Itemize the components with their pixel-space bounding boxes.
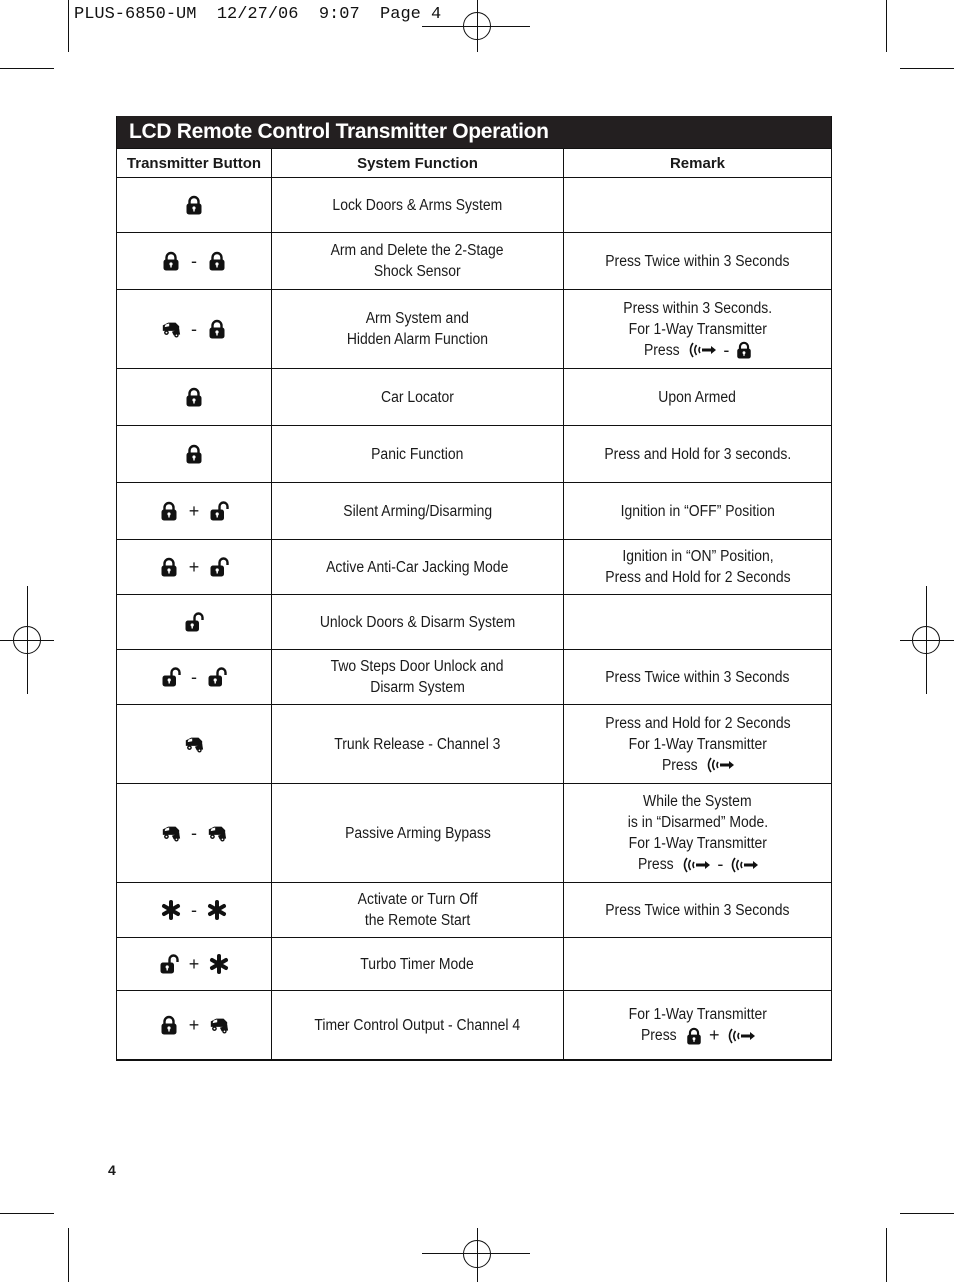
- signal-icon: [729, 856, 759, 874]
- remark-cell: [563, 991, 831, 1059]
- remark-text: Upon Armed: [658, 388, 737, 406]
- remark-text: Press Twice within 3 Seconds: [605, 668, 790, 686]
- crop-mark: [886, 1228, 887, 1282]
- transmitter-button-cell: [117, 426, 271, 482]
- dash-sign: -: [191, 318, 197, 339]
- system-function-cell: [271, 938, 563, 990]
- car-icon: [161, 319, 181, 339]
- registration-line: [27, 586, 28, 694]
- function-text: Trunk Release - Channel 3: [334, 735, 501, 753]
- transmitter-button-cell: [117, 178, 271, 232]
- transmitter-button-cell: [117, 650, 271, 704]
- header-system-function: System Function: [271, 149, 563, 177]
- remark-cell: [563, 233, 831, 289]
- function-text: Passive Arming Bypass: [344, 824, 491, 842]
- remark-cell: [563, 883, 831, 937]
- signal-icon: [681, 856, 711, 874]
- unlock-icon: [207, 667, 227, 687]
- print-slug: PLUS-6850-UM 12/27/06 9:07 Page 4: [74, 5, 442, 24]
- remark-cell: [563, 938, 831, 990]
- remark-text: Press and Hold for 2 Seconds: [604, 569, 791, 586]
- remark-text: For 1-Way Transmitter: [628, 1006, 767, 1023]
- function-text: Unlock Doors & Disarm System: [319, 613, 516, 631]
- remark-text: Press and Hold for 3 seconds.: [604, 445, 791, 463]
- press-label: Press: [661, 756, 698, 774]
- crop-mark: [900, 68, 954, 69]
- table-header: [117, 148, 831, 177]
- press-sequence: [660, 755, 736, 776]
- press-sequence: [639, 1025, 755, 1046]
- system-function-cell: [271, 650, 563, 704]
- table-body: [117, 177, 831, 1059]
- dash-sign: -: [191, 899, 197, 920]
- remark-text: Press Twice within 3 Seconds: [605, 252, 790, 270]
- system-function-cell: [271, 483, 563, 539]
- dash-sign: -: [191, 822, 197, 843]
- crop-mark: [900, 1213, 954, 1214]
- system-function-cell: [271, 426, 563, 482]
- function-text: Panic Function: [371, 445, 464, 463]
- function-text: Arm System and: [365, 310, 470, 327]
- plus-sign: +: [709, 1025, 720, 1045]
- transmitter-button-cell: [117, 233, 271, 289]
- function-text: Active Anti-Car Jacking Mode: [326, 558, 509, 576]
- remark-cell: [563, 290, 831, 368]
- lock-icon: [685, 1027, 703, 1045]
- lock-icon: [159, 1015, 179, 1035]
- function-text: Two Steps Door Unlock and: [331, 658, 504, 675]
- unlock-icon: [159, 954, 179, 974]
- press-label: Press: [641, 1027, 678, 1044]
- remark-cell: [563, 784, 831, 882]
- table-row: [117, 368, 831, 425]
- car-icon: [184, 734, 204, 754]
- remark-text: Press within 3 Seconds.: [623, 299, 772, 317]
- system-function-cell: [271, 290, 563, 368]
- unlock-icon: [184, 612, 204, 632]
- lock-icon: [735, 341, 753, 359]
- table-row: [117, 177, 831, 232]
- table-row: [117, 882, 831, 937]
- transmitter-button-cell: [117, 991, 271, 1059]
- function-text: Shock Sensor: [374, 263, 461, 280]
- remark-text: For 1-Way Transmitter: [628, 320, 767, 338]
- transmitter-button-cell: [117, 595, 271, 649]
- remark-cell: [563, 369, 831, 425]
- transmitter-button-cell: [117, 540, 271, 594]
- car-icon: [161, 823, 181, 843]
- plus-sign: +: [188, 556, 200, 577]
- table-row: [117, 704, 831, 783]
- remark-cell: [563, 426, 831, 482]
- remark-text: is in “Disarmed” Mode.: [627, 814, 768, 831]
- car-icon: [207, 823, 227, 843]
- signal-icon: [705, 756, 735, 774]
- remark-text: Press and Hold for 2 Seconds: [604, 714, 791, 732]
- header-remark: Remark: [563, 149, 831, 177]
- system-function-cell: [271, 991, 563, 1059]
- plus-sign: +: [188, 500, 200, 521]
- transmitter-button-cell: [117, 369, 271, 425]
- table-row: [117, 539, 831, 594]
- lock-icon: [184, 195, 204, 215]
- press-label: Press: [643, 341, 680, 359]
- lock-icon: [161, 251, 181, 271]
- crop-mark: [0, 68, 54, 69]
- transmitter-button-cell: [117, 290, 271, 368]
- dash-sign: -: [191, 666, 197, 687]
- press-label: Press: [637, 856, 674, 873]
- remark-cell: [563, 178, 831, 232]
- lock-icon: [184, 444, 204, 464]
- table-row: [117, 649, 831, 704]
- transmitter-button-cell: [117, 784, 271, 882]
- table-row: [117, 289, 831, 368]
- lock-icon: [207, 319, 227, 339]
- system-function-cell: [271, 705, 563, 783]
- registration-line: [477, 1228, 478, 1282]
- system-function-cell: [271, 233, 563, 289]
- table-row: [117, 425, 831, 482]
- table-title: LCD Remote Control Transmitter Operation: [117, 116, 831, 148]
- lock-icon: [207, 251, 227, 271]
- star-icon: [161, 900, 181, 920]
- system-function-cell: [271, 178, 563, 232]
- function-text: Arm and Delete the 2-Stage: [331, 242, 504, 259]
- remark-cell: [563, 705, 831, 783]
- system-function-cell: [271, 540, 563, 594]
- signal-icon: [687, 341, 717, 359]
- unlock-icon: [161, 667, 181, 687]
- header-transmitter-button: Transmitter Button: [126, 154, 262, 172]
- star-icon: [207, 900, 227, 920]
- function-text: Car Locator: [381, 388, 454, 406]
- plus-sign: +: [188, 1014, 200, 1035]
- table-row: [117, 937, 831, 990]
- signal-icon: [726, 1027, 756, 1045]
- remark-text: For 1-Way Transmitter: [628, 735, 767, 753]
- remark-cell: [563, 540, 831, 594]
- remark-cell: [563, 483, 831, 539]
- function-text: Lock Doors & Arms System: [332, 196, 503, 214]
- lock-icon: [159, 557, 179, 577]
- system-function-cell: [271, 595, 563, 649]
- crop-mark: [0, 1213, 54, 1214]
- table-row: [117, 783, 831, 882]
- table-row: [117, 990, 831, 1059]
- system-function-cell: [271, 883, 563, 937]
- registration-line: [900, 640, 954, 641]
- table-row: [117, 594, 831, 649]
- dash-sign: -: [191, 250, 197, 271]
- lock-icon: [159, 501, 179, 521]
- function-text: Turbo Timer Mode: [360, 955, 475, 973]
- function-text: Hidden Alarm Function: [346, 331, 489, 348]
- remark-text: While the System: [643, 793, 752, 810]
- registration-line: [926, 586, 927, 694]
- system-function-cell: [271, 784, 563, 882]
- operation-table: [116, 116, 832, 1061]
- registration-line: [422, 1253, 530, 1254]
- transmitter-button-cell: [117, 883, 271, 937]
- remark-text: Ignition in “OFF” Position: [620, 502, 775, 520]
- dash-sign: -: [723, 339, 730, 360]
- remark-text: Press Twice within 3 Seconds: [605, 901, 790, 919]
- registration-line: [477, 0, 478, 52]
- remark-cell: [563, 595, 831, 649]
- table-row: [117, 232, 831, 289]
- function-text: Disarm System: [370, 679, 465, 696]
- dash-sign: -: [717, 854, 724, 874]
- press-sequence: [642, 340, 754, 361]
- function-text: Silent Arming/Disarming: [343, 502, 492, 520]
- function-text: Activate or Turn Off: [357, 891, 478, 908]
- crop-mark: [68, 1228, 69, 1282]
- transmitter-button-cell: [117, 483, 271, 539]
- registration-line: [422, 26, 530, 27]
- transmitter-button-cell: [117, 705, 271, 783]
- remark-text: For 1-Way Transmitter: [628, 835, 767, 852]
- unlock-icon: [209, 501, 229, 521]
- unlock-icon: [209, 557, 229, 577]
- press-sequence: [636, 854, 760, 875]
- page-number: 4: [108, 1162, 116, 1178]
- plus-sign: +: [188, 953, 200, 974]
- crop-mark: [886, 0, 887, 52]
- function-text: the Remote Start: [364, 912, 471, 929]
- table-row: [117, 482, 831, 539]
- remark-cell: [563, 650, 831, 704]
- system-function-cell: [271, 369, 563, 425]
- transmitter-button-cell: [117, 938, 271, 990]
- remark-text: Ignition in “ON” Position,: [621, 548, 774, 565]
- star-icon: [209, 954, 229, 974]
- crop-mark: [68, 0, 69, 52]
- function-text: Timer Control Output - Channel 4: [314, 1016, 521, 1034]
- car-icon: [209, 1015, 229, 1035]
- lock-icon: [184, 387, 204, 407]
